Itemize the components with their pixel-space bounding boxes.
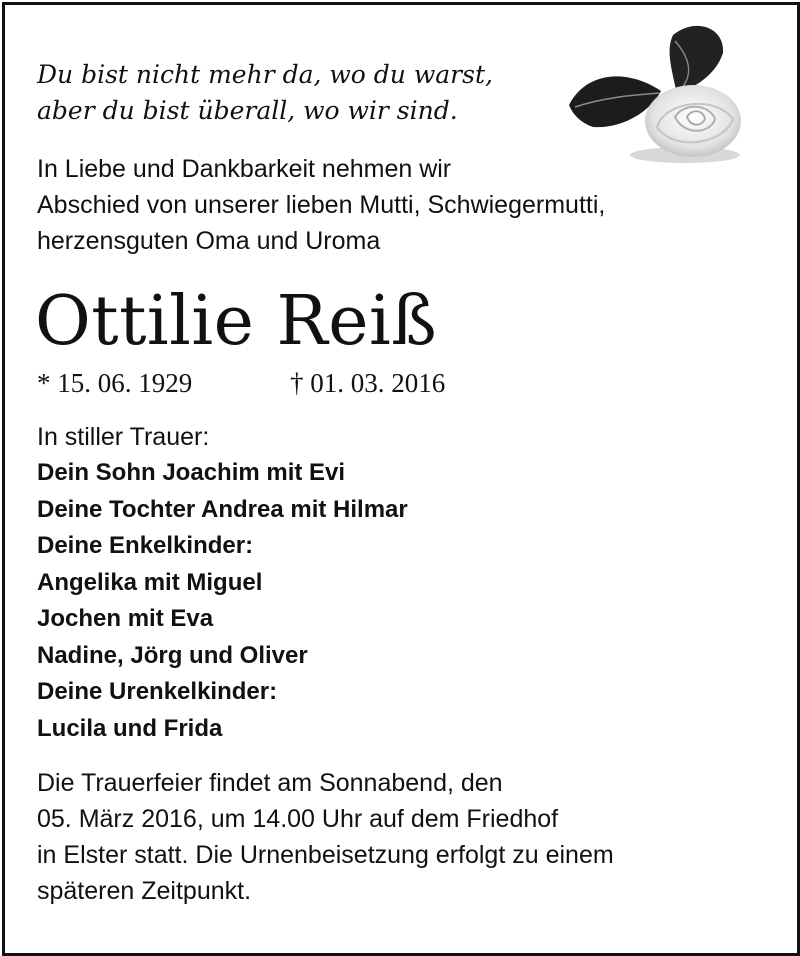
notice-line: in Elster statt. Die Urnenbeisetzung erfolgt zu einem <box>37 841 614 869</box>
mourner-line: Dein Sohn Joachim mit Evi <box>37 459 346 486</box>
mourner-line: Lucila und Frida <box>37 714 223 742</box>
notice-line: 05. März 2016, um 14.00 Uhr auf dem Friedhof <box>37 805 559 833</box>
deceased-name: Ottilie Reiß <box>35 282 438 361</box>
intro-line: In Liebe und Dankbarkeit nehmen wir <box>37 155 452 183</box>
mourners-heading: In stiller Trauer: <box>37 423 210 451</box>
obituary-frame <box>2 2 800 956</box>
notice-line: Die Trauerfeier findet am Sonnabend, den <box>37 769 503 797</box>
mourner-line: Angelika mit Miguel <box>37 568 263 596</box>
mourners-list <box>37 455 408 747</box>
intro-line: herzensguten Oma und Uroma <box>37 227 381 255</box>
life-dates <box>37 365 597 401</box>
rose-icon <box>565 17 745 167</box>
mourner-line: Deine Tochter Andrea mit Hilmar <box>37 495 408 523</box>
mourner-line: Nadine, Jörg und Oliver <box>37 641 308 669</box>
birth-date: * 15. 06. 1929 <box>37 368 193 398</box>
notice-line: späteren Zeitpunkt. <box>37 877 252 905</box>
intro-text <box>37 151 605 259</box>
poem <box>37 57 493 129</box>
death-date: † 01. 03. 2016 <box>290 368 446 398</box>
funeral-notice <box>37 765 614 909</box>
intro-line: Abschied von unserer lieben Mutti, Schwiegermutti, <box>37 191 606 219</box>
mourner-line: Deine Enkelkinder: <box>37 532 254 559</box>
poem-line: aber du bist überall, wo wir sind. <box>37 96 458 125</box>
poem-line: Du bist nicht mehr da, wo du warst, <box>37 60 493 89</box>
mourner-line: Deine Urenkelkinder: <box>37 678 278 705</box>
mourner-line: Jochen mit Eva <box>37 605 214 632</box>
